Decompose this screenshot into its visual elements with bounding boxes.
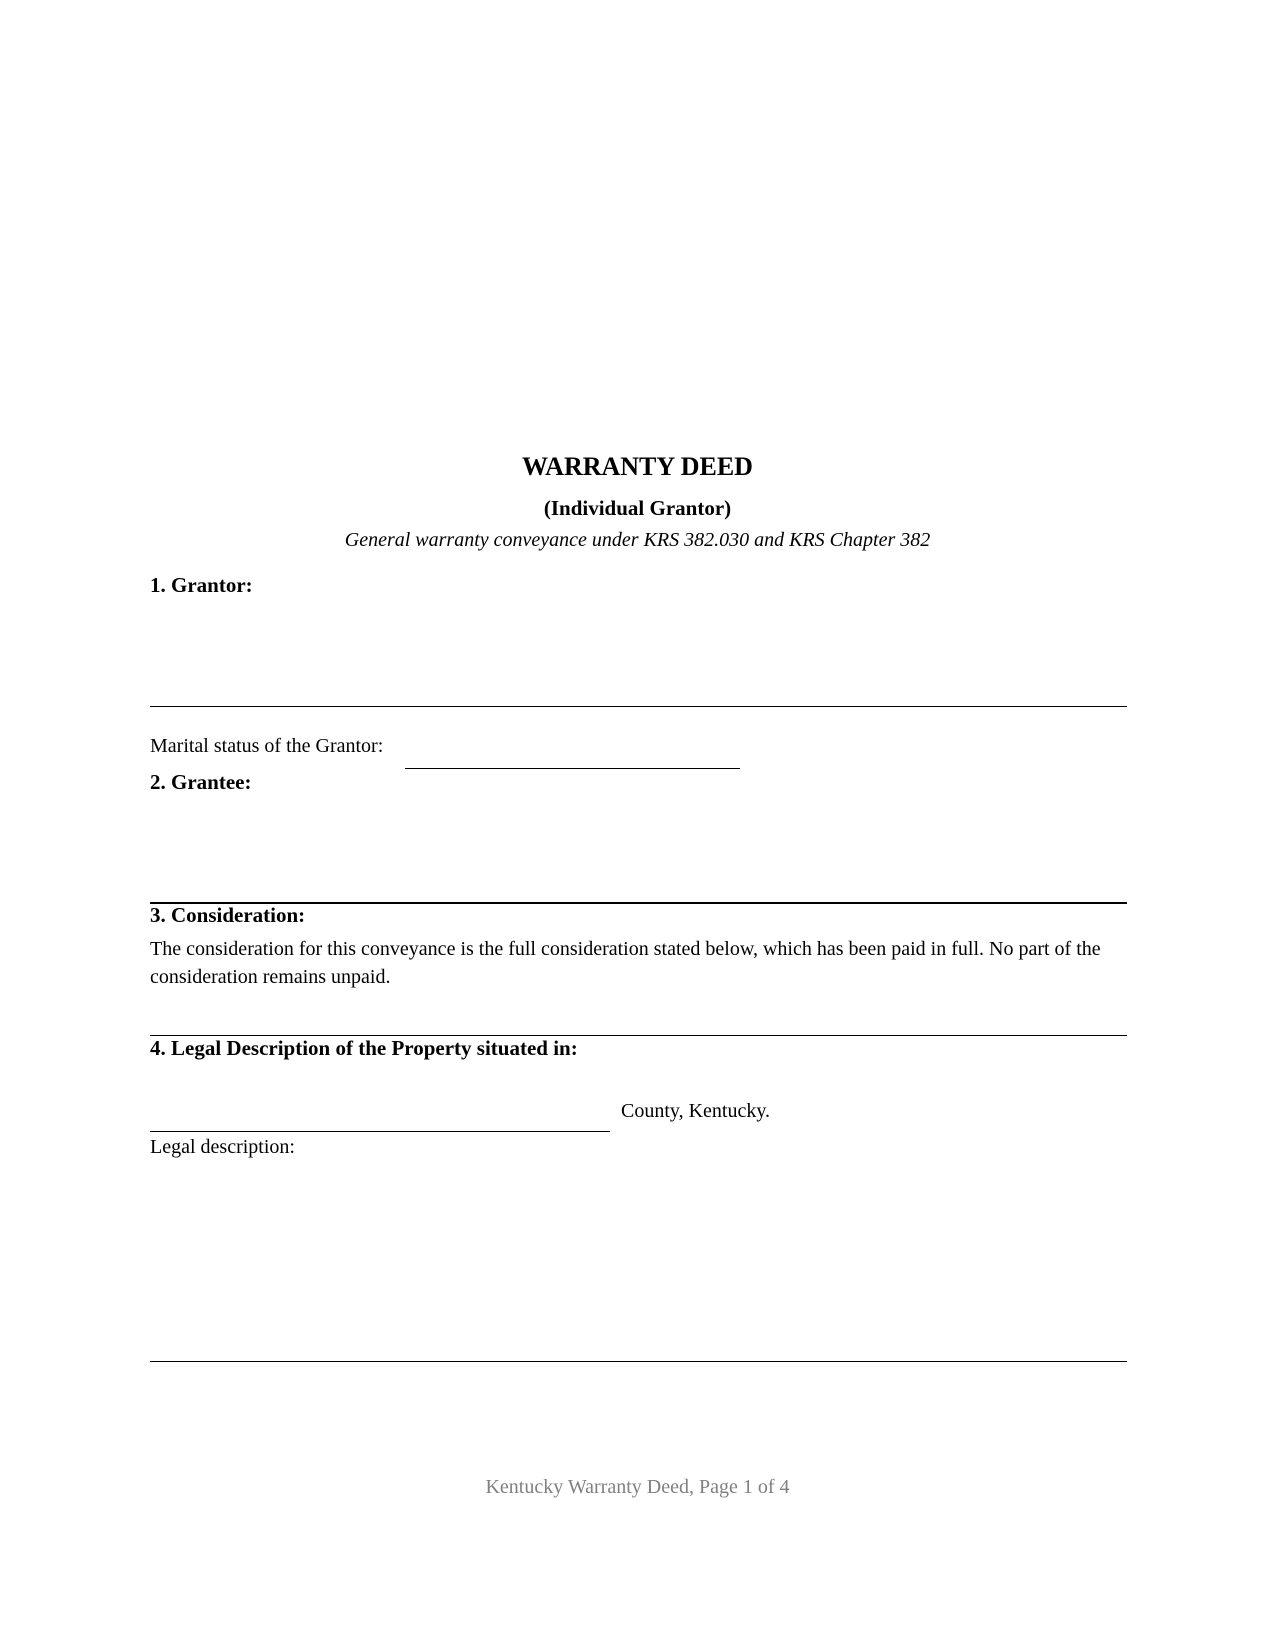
consideration-text: The consideration for this conveyance is the full consideration stated below, which has been paid in full. No part of the consideration remains unpaid.	[150, 938, 1101, 988]
page-footer: Kentucky Warranty Deed, Page 1 of 4	[485, 1476, 790, 1498]
county-suffix: County, Kentucky.	[621, 1100, 771, 1122]
consideration-heading: 3. Consideration:	[150, 903, 306, 927]
grantor-name-line[interactable]	[150, 706, 1127, 707]
document-subtitle: (Individual Grantor)	[543, 496, 732, 520]
grantee-heading: 2. Grantee:	[150, 770, 252, 794]
grantor-heading: 1. Grantor:	[150, 573, 253, 597]
legal-description-line[interactable]	[150, 1361, 1127, 1362]
marital-status-label: Marital status of the Grantor:	[150, 735, 384, 757]
legal-description-label: Legal description:	[150, 1136, 295, 1158]
county-line[interactable]	[150, 1131, 610, 1132]
marital-status-line[interactable]	[405, 768, 740, 769]
statute-reference: General warranty conveyance under KRS 382.030 and KRS Chapter 382	[344, 529, 931, 551]
property-heading: 4. Legal Description of the Property situated in:	[150, 1036, 578, 1060]
document-title: WARRANTY DEED	[522, 452, 753, 481]
